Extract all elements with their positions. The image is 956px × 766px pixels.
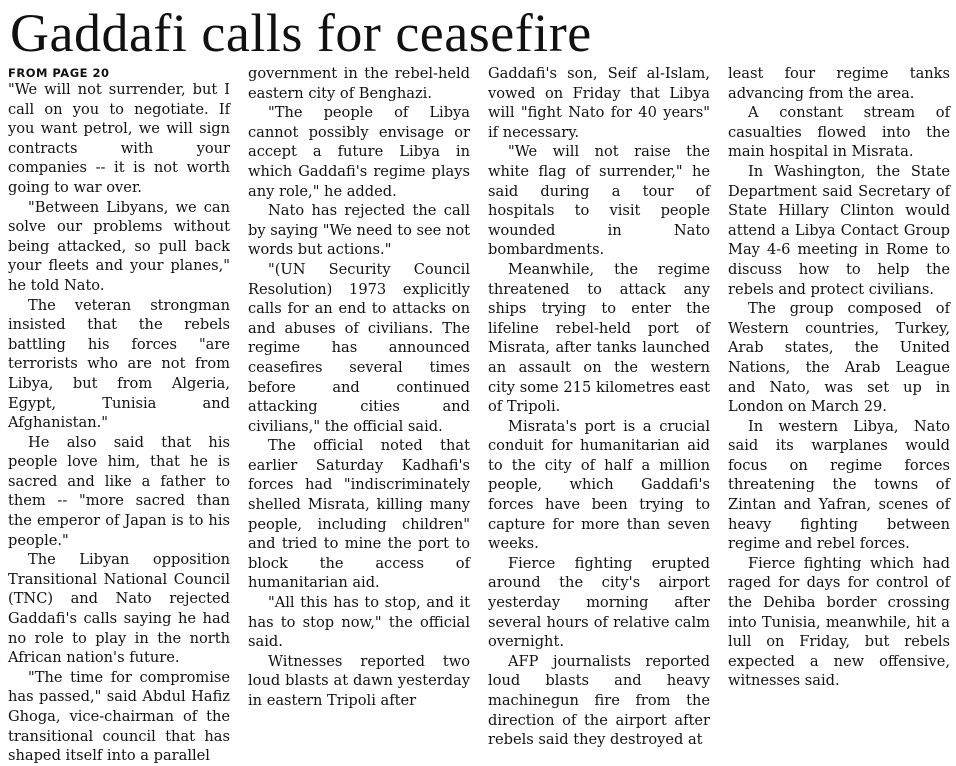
article-paragraph: "The people of Libya cannot possibly envisage or accept a future Libya in which Gaddafi's regime plays any role," he added. (248, 104, 470, 200)
article-paragraph: The group composed of Western countries, Turkey, Arab states, the United Nations, the Arab League and Nato, was set up in London on March 29. (728, 300, 950, 416)
article-paragraph: "We will not surrender, but I call on you to negotiate. If you want petrol, we will sign contracts with your companies -- it is not worth going to war over. (8, 81, 230, 196)
article-paragraph: government in the rebel-held eastern city of Benghazi. (248, 65, 470, 102)
continuation-label: FROM PAGE 20 (8, 66, 110, 80)
article-paragraph: "(UN Security Council Resolution) 1973 explicitly calls for an end to attacks on and abuses of civilians. The regime has announced ceasefires several times before and continued attacking cities and civilians," the official said. (248, 260, 470, 435)
article-paragraph: Meanwhile, the regime threatened to attack any ships trying to enter the lifeline rebel-held port of Misrata, after tanks launched an assault on the western city some 215 kilometres east of Tripoli. (488, 260, 710, 416)
article-paragraph: A constant stream of casualties flowed into the main hospital in Misrata. (728, 104, 950, 161)
article-paragraph: least four regime tanks advancing from the area. (728, 65, 950, 102)
article-column-2 (248, 64, 470, 726)
article-paragraph: Fierce fighting erupted around the city's airport yesterday morning after several hours of relative calm overnight. (488, 554, 710, 651)
article-column-3 (488, 64, 710, 749)
article-paragraph: AFP journalists reported loud blasts and heavy machinegun fire from the direction of the airport after rebels said they destroyed at (488, 652, 710, 749)
article-paragraph: Nato has rejected the call by saying "We need to see not words but actions." (248, 202, 470, 259)
article-paragraph: "All this has to stop, and it has to stop now," the official said. (248, 594, 470, 651)
article-paragraph: In western Libya, Nato said its warplanes would focus on regime forces threatening the towns of Zintan and Yafran, scenes of heavy fighting between regime and rebel forces. (728, 417, 950, 553)
article-paragraph: Fierce fighting which had raged for days for control of the Dehiba border crossing into Tunisia, meanwhile, hit a lull on Friday, but rebels expected a new offensive, witnesses said. (728, 554, 950, 690)
article-paragraph: The Libyan opposition Transitional National Council (TNC) and Nato rejected Gaddafi's calls saying he had no role to play in the north African nation's future. (8, 551, 230, 667)
article-columns (8, 64, 950, 765)
article-paragraph: The veteran strongman insisted that the rebels battling his forces "are terrorists who are not from Libya, but from Algeria, Egypt, Tunisia and Afghanistan." (8, 296, 230, 432)
article-paragraph: Witnesses reported two loud blasts at dawn yesterday in eastern Tripoli after (248, 652, 470, 709)
article-headline: Gaddafi calls for ceasefire (10, 3, 592, 63)
article-paragraph: He also said that his people love him, that he is sacred and like a father to them -- "more sacred than the emperor of Japan is to his people." (8, 433, 230, 549)
article-paragraph: Misrata's port is a crucial conduit for humanitarian aid to the city of half a million people, which Gaddafi's forces have been trying to capture for more than seven weeks. (488, 417, 710, 553)
article-paragraph: "The time for compromise has passed," said Abdul Hafiz Ghoga, vice-chairman of the transitional council that has shaped itself into a parallel (8, 668, 230, 765)
article-paragraph: In Washington, the State Department said Secretary of State Hillary Clinton would attend a Libya Contact Group May 4-6 meeting in Rome to discuss how to help the rebels and protect civilians. (728, 162, 950, 298)
article-paragraph: "Between Libyans, we can solve our problems without being attacked, so pull back your fleets and your planes," he told Nato. (8, 198, 230, 294)
newspaper-article (0, 3, 956, 765)
article-paragraph: "We will not raise the white flag of surrender," he said during a tour of hospitals to visit people wounded in Nato bombardments. (488, 143, 710, 259)
article-paragraph: Gaddafi's son, Seif al-Islam, vowed on Friday that Libya will "fight Nato for 40 years" if necessary. (488, 65, 710, 141)
article-column-1 (8, 64, 230, 765)
article-paragraph: The official noted that earlier Saturday Kadhafi's forces had "indiscriminately shelled Misrata, killing many people, including children" and tried to mine the port to block the access of humanitarian aid. (248, 437, 470, 592)
article-column-4 (728, 64, 950, 726)
